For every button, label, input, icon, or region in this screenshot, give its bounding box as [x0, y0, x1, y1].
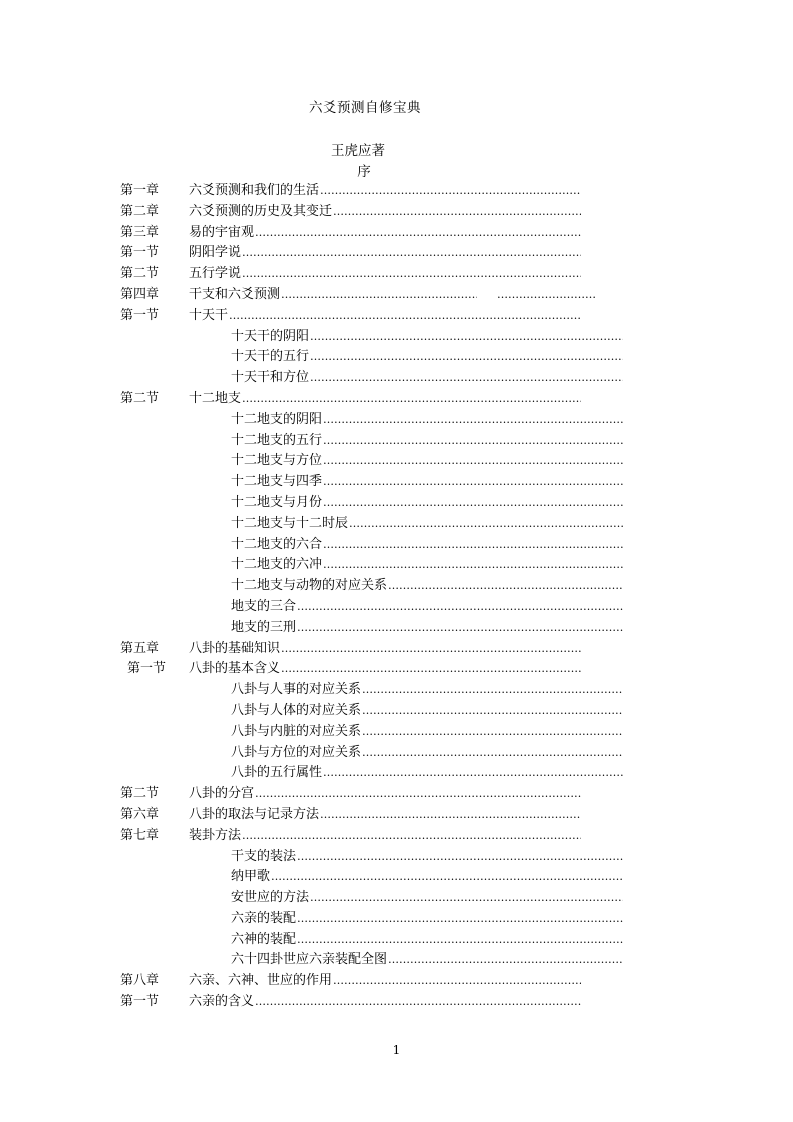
toc-entry-line: [189, 659, 581, 680]
toc-entry: [0, 639, 793, 660]
toc-entry-title: 八卦的取法与记录方法: [189, 806, 320, 822]
toc-entry: [0, 202, 793, 223]
toc-entry-line: [231, 451, 623, 472]
toc-dot-leader: [229, 306, 581, 327]
toc-dot-leader: [323, 472, 623, 493]
toc-entry-title: 六神的装配: [231, 931, 297, 947]
toc-entry-title: 六十四卦世应六亲装配全图: [231, 952, 388, 968]
toc-entry-label: 第六章: [120, 806, 160, 822]
toc-entry: [0, 285, 793, 306]
toc-entry-line: [189, 243, 581, 264]
toc-entry-line: [231, 347, 623, 368]
author-line: 王虎应著: [331, 143, 385, 159]
toc-dot-leader: [297, 930, 623, 951]
toc-entry-title: 十二地支的五行: [231, 432, 323, 448]
toc-entry-line: [231, 514, 623, 535]
toc-entry-title: 八卦的五行属性: [231, 765, 323, 781]
toc-dot-leader: [362, 701, 623, 722]
toc-entry: [0, 243, 793, 264]
toc-entry-line: [189, 285, 602, 306]
toc-entry: [0, 389, 793, 410]
toc-dot-leader: [281, 285, 477, 306]
toc-entry-label: 第二章: [120, 203, 160, 219]
toc-entry-title: 六亲、六神、世应的作用: [189, 973, 333, 989]
toc-dot-leader: [255, 992, 581, 1013]
toc-entry: [0, 805, 793, 826]
toc-entry-label: 第一节: [120, 307, 160, 323]
toc-entry-title: 干支和六爻预测: [189, 286, 281, 302]
toc-dot-leader: [323, 535, 623, 556]
toc-entry-title: 八卦与方位的对应关系: [231, 744, 362, 760]
toc-dot-leader: [320, 181, 581, 202]
toc-entry: [0, 680, 793, 701]
toc-entry-title: 十二地支与四季: [231, 474, 323, 490]
toc-entry: [0, 950, 793, 971]
toc-entry-line: [189, 223, 581, 244]
toc-entry-label: 第二节: [120, 786, 160, 802]
toc-dot-leader: [242, 826, 581, 847]
toc-entry-title: 八卦的基础知识: [189, 640, 281, 656]
toc-entry-line: [231, 888, 623, 909]
toc-entry-title: 十二地支的六合: [231, 536, 323, 552]
toc-entry-line: [189, 389, 581, 410]
toc-entry: [0, 826, 793, 847]
toc-entry-line: [189, 992, 581, 1013]
toc-entry: [0, 472, 793, 493]
toc-entry: [0, 784, 793, 805]
toc-dot-leader: [255, 784, 581, 805]
toc-entry-line: [189, 202, 581, 223]
toc-entry: [0, 327, 793, 348]
toc-entry-line: [231, 763, 623, 784]
toc-dot-leader: [333, 202, 581, 223]
toc-entry-line: [231, 327, 623, 348]
toc-entry-title: 十二地支与动物的对应关系: [231, 578, 388, 594]
toc-entry-title: 地支的三刑: [231, 619, 297, 635]
toc-dot-leader: [362, 722, 623, 743]
toc-dot-leader: [362, 743, 623, 764]
toc-entry: [0, 930, 793, 951]
toc-dot-leader: [388, 576, 623, 597]
toc-entry: [0, 514, 793, 535]
toc-entry-line: [189, 181, 581, 202]
toc-entry-title: 十二地支与十二时辰: [231, 515, 349, 531]
toc-entry-label: 第五章: [120, 640, 160, 656]
toc-dot-leader: [323, 555, 623, 576]
toc-entry: [0, 555, 793, 576]
preface-heading: 序: [357, 164, 371, 180]
toc-entry-line: [231, 930, 623, 951]
toc-entry-label: 第四章: [120, 286, 160, 302]
toc-dot-leader: [242, 243, 581, 264]
toc-entry-line: [231, 472, 623, 493]
document-title: 六爻预测自修宝典: [309, 100, 421, 116]
toc-entry: [0, 743, 793, 764]
toc-dot-leader: [323, 431, 623, 452]
toc-entry: [0, 264, 793, 285]
toc-entry: [0, 659, 793, 680]
toc-dot-leader: [323, 410, 623, 431]
toc-entry-line: [189, 805, 581, 826]
toc-entry: [0, 493, 793, 514]
toc-entry-title: 六爻预测的历史及其变迁: [189, 203, 333, 219]
toc-dot-leader: [271, 867, 623, 888]
toc-entry: [0, 576, 793, 597]
toc-entry-line: [231, 410, 623, 431]
toc-entry-label: 第二节: [120, 266, 160, 282]
toc-dot-leader: [297, 909, 623, 930]
toc-entry: [0, 701, 793, 722]
toc-dot-leader: [310, 888, 623, 909]
toc-entry-line: [231, 576, 623, 597]
toc-entry-title: 八卦与人事的对应关系: [231, 682, 362, 698]
toc-entry-title: 安世应的方法: [231, 890, 310, 906]
toc-entry-title: 十二地支的六冲: [231, 557, 323, 573]
toc-entry-line: [231, 680, 623, 701]
toc-dot-leader: [310, 327, 623, 348]
toc-entry-title: 六亲的含义: [189, 994, 255, 1010]
toc-dot-leader: [297, 847, 623, 868]
toc-dot-leader: [297, 618, 623, 639]
toc-entry-title: 五行学说: [189, 266, 242, 282]
toc-entry: [0, 223, 793, 244]
page-number: 1: [392, 1043, 401, 1057]
toc-entry: [0, 306, 793, 327]
toc-entry-line: [231, 847, 623, 868]
toc-dot-leader: [255, 223, 581, 244]
toc-entry-line: [231, 722, 623, 743]
toc-entry: [0, 368, 793, 389]
toc-entry: [0, 909, 793, 930]
toc-entry-label: 第一节: [120, 245, 160, 261]
toc-dot-leader: [242, 264, 581, 285]
toc-entry-label: 第八章: [120, 973, 160, 989]
toc-dot-leader: [281, 659, 581, 680]
toc-dot-leader: [323, 493, 623, 514]
toc-entry-title: 八卦的基本含义: [189, 661, 281, 677]
toc-entry-line: [231, 950, 623, 971]
toc-dot-leader: [362, 680, 623, 701]
toc-entry-line: [189, 971, 581, 992]
toc-entry-title: 地支的三合: [231, 598, 297, 614]
toc-dot-leader: [242, 389, 581, 410]
toc-entry-title: 十天干和方位: [231, 370, 310, 386]
toc-dot-leader: [333, 971, 581, 992]
toc-entry-line: [189, 264, 581, 285]
toc-entry-label: 第一节: [127, 661, 167, 677]
toc-entry-line: [231, 368, 623, 389]
toc-entry-title: 六亲的装配: [231, 910, 297, 926]
toc-entry-line: [189, 639, 581, 660]
toc-entry-line: [189, 784, 581, 805]
toc-entry: [0, 722, 793, 743]
toc-entry-title: 十二地支的阴阳: [231, 411, 323, 427]
toc-entry: [0, 763, 793, 784]
toc-entry: [0, 992, 793, 1013]
toc-entry-title: 纳甲歌: [231, 869, 271, 885]
toc-entry: [0, 867, 793, 888]
toc-entry-line: [189, 306, 581, 327]
toc-entry: [0, 431, 793, 452]
toc-entry-title: 八卦与内脏的对应关系: [231, 723, 362, 739]
toc-entry: [0, 618, 793, 639]
toc-entry-title: 干支的装法: [231, 848, 297, 864]
toc-entry-line: [231, 535, 623, 556]
toc-dot-leader: [323, 451, 623, 472]
toc-entry-title: 易的宇宙观: [189, 224, 255, 240]
toc-dot-leader: [497, 285, 595, 306]
toc-entry-line: [231, 597, 623, 618]
toc-entry-title: 十天干的阴阳: [231, 328, 310, 344]
toc-entry: [0, 451, 793, 472]
toc-entry-label: 第三章: [120, 224, 160, 240]
toc-dot-leader: [388, 950, 623, 971]
toc-dot-leader: [310, 368, 623, 389]
toc-entry-title: 八卦的分宫: [189, 786, 255, 802]
toc-entry-title: 十天干: [189, 307, 229, 323]
toc-entry-line: [231, 618, 623, 639]
toc-entry-line: [231, 555, 623, 576]
toc-entry-line: [231, 431, 623, 452]
toc-entry-label: 第七章: [120, 827, 160, 843]
toc-entry-line: [231, 867, 623, 888]
toc-entry-title: 阴阳学说: [189, 245, 242, 261]
toc-entry: [0, 847, 793, 868]
toc-entry-title: 装卦方法: [189, 827, 242, 843]
toc-entry-title: 十二地支与方位: [231, 453, 323, 469]
toc-entry: [0, 888, 793, 909]
toc-entry-line: [231, 743, 623, 764]
toc-entry-line: [231, 909, 623, 930]
toc-entry: [0, 597, 793, 618]
toc-entry: [0, 535, 793, 556]
toc-entry-label: 第二节: [120, 390, 160, 406]
toc-entry-title: 十二地支与月份: [231, 494, 323, 510]
toc-dot-leader: [349, 514, 623, 535]
toc-entry-line: [231, 493, 623, 514]
toc-entry-title: 六爻预测和我们的生活: [189, 183, 320, 198]
toc-entry-label: 第一节: [120, 994, 160, 1010]
toc-entry-title: 十二地支: [189, 390, 242, 406]
toc-dot-leader: [310, 347, 623, 368]
toc-entry-title: 八卦与人体的对应关系: [231, 702, 362, 718]
toc-dot-leader: [281, 639, 581, 660]
toc-entry-line: [231, 701, 623, 722]
toc-entry-title: 十天干的五行: [231, 349, 310, 365]
table-of-contents: [0, 181, 793, 1013]
toc-entry-line: [189, 826, 581, 847]
toc-entry-label: 第一章: [120, 183, 160, 198]
toc-dot-leader: [297, 597, 623, 618]
toc-entry: [0, 971, 793, 992]
toc-entry: [0, 181, 793, 202]
toc-dot-leader: [323, 763, 623, 784]
toc-entry: [0, 347, 793, 368]
toc-dot-leader: [320, 805, 581, 826]
toc-entry: [0, 410, 793, 431]
